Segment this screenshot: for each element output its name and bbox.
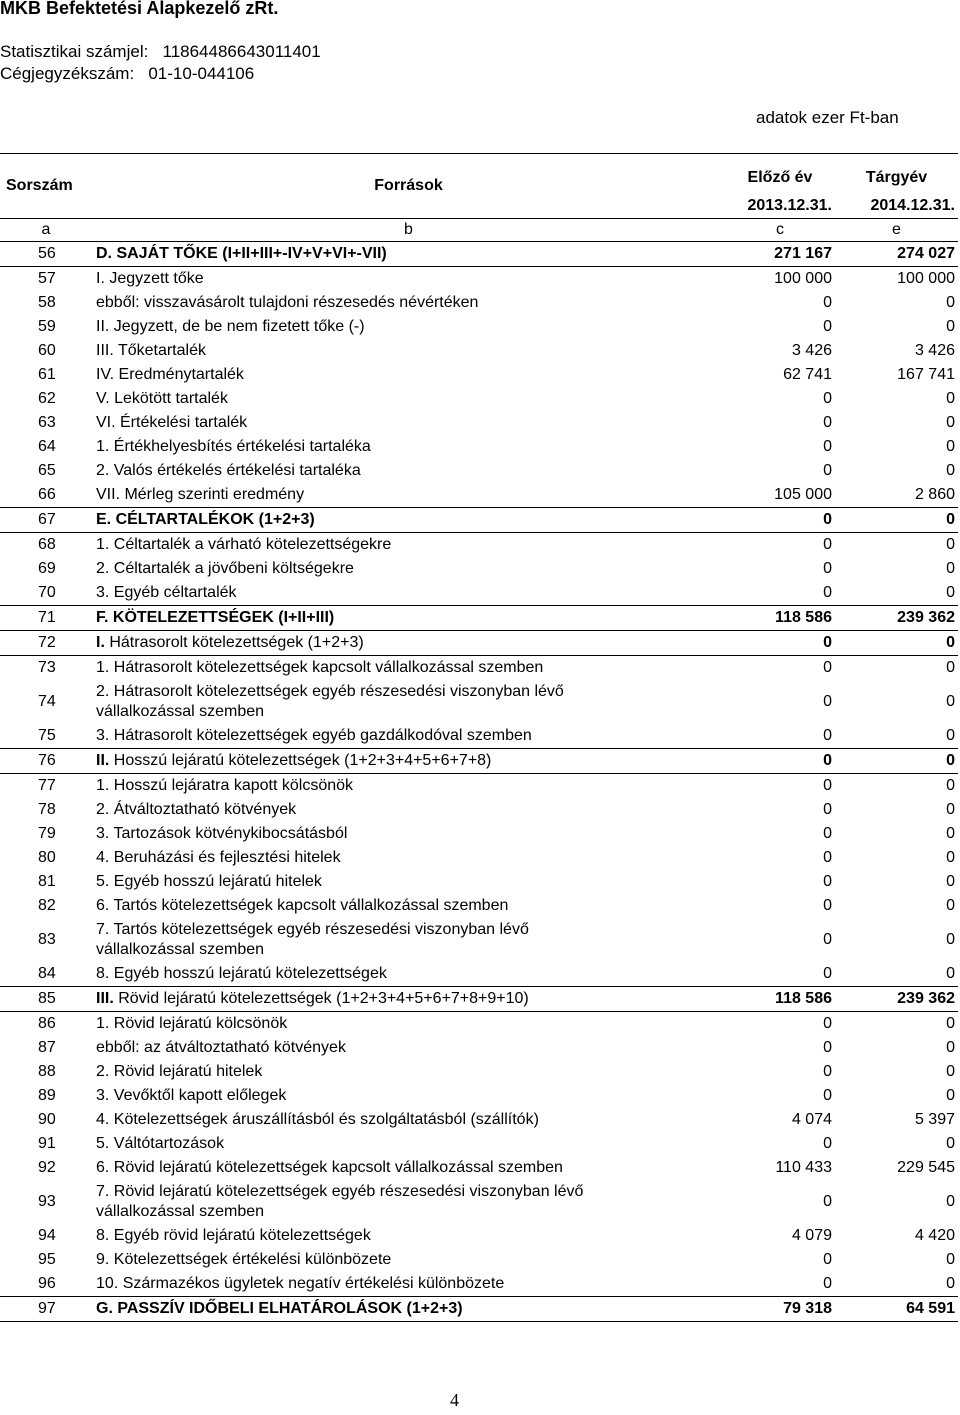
row-label xyxy=(92,1108,725,1132)
row-number: 61 xyxy=(38,366,56,383)
table-row xyxy=(0,822,958,846)
row-number: 77 xyxy=(0,774,92,799)
value-previous-year: 0 xyxy=(823,1087,832,1104)
row-number: 89 xyxy=(38,1087,56,1104)
table-row xyxy=(0,483,958,508)
row-label xyxy=(92,1297,725,1322)
table-row xyxy=(0,1132,958,1156)
stat-number-line xyxy=(0,42,321,62)
row-number: 87 xyxy=(38,1039,56,1056)
table-row xyxy=(0,870,958,894)
row-number: 79 xyxy=(38,825,56,842)
row-label xyxy=(92,1084,725,1108)
row-label xyxy=(92,1036,725,1060)
value-previous-year: 271 167 xyxy=(725,242,835,267)
row-label-text-line2: vállalkozással szemben xyxy=(96,941,265,958)
row-number: 76 xyxy=(0,749,92,774)
row-number: 78 xyxy=(38,801,56,818)
table-row xyxy=(0,798,958,822)
value-previous-year: 0 xyxy=(823,294,832,311)
row-label-text: 1. Hátrasorolt kötelezettségek kapcsolt vállalkozással szemben xyxy=(96,659,544,676)
value-current-year: 0 xyxy=(946,462,955,479)
value-previous-year: 0 xyxy=(823,727,832,744)
row-label xyxy=(92,508,725,533)
row-label-text: 1. Rövid lejáratú kölcsönök xyxy=(96,1015,288,1032)
row-label-text: I. Jegyzett tőke xyxy=(96,270,204,287)
row-label xyxy=(92,533,725,558)
table-row xyxy=(0,242,958,267)
value-current-year: 100 000 xyxy=(835,267,958,292)
table-row xyxy=(0,1084,958,1108)
row-number: 60 xyxy=(38,342,56,359)
row-label-text: ebből: az átváltoztatható kötvények xyxy=(96,1039,346,1056)
value-current-year: 0 xyxy=(946,849,955,866)
letter-a: a xyxy=(0,219,92,242)
row-label xyxy=(92,631,725,656)
row-label xyxy=(92,435,725,459)
value-current-year: 0 xyxy=(835,774,958,799)
row-label xyxy=(92,749,725,774)
value-current-year: 0 xyxy=(835,631,958,656)
value-previous-year: 0 xyxy=(823,1251,832,1268)
row-label-text: F. KÖTELEZETTSÉGEK (I+II+III) xyxy=(96,609,335,626)
row-label xyxy=(92,680,725,724)
row-label-text: ebből: visszavásárolt tulajdoni részesedés névértéken xyxy=(96,294,479,311)
value-previous-year: 110 433 xyxy=(775,1159,832,1176)
row-label-text: 2. Rövid lejáratú hitelek xyxy=(96,1063,263,1080)
row-label-text: VII. Mérleg szerinti eredmény xyxy=(96,486,305,503)
value-previous-year: 0 xyxy=(823,825,832,842)
row-label-text: 3. Egyéb céltartalék xyxy=(96,584,237,601)
table-row xyxy=(0,435,958,459)
table-row xyxy=(0,557,958,581)
row-number: 82 xyxy=(38,897,56,914)
registry-label: Cégjegyzékszám: xyxy=(0,64,135,83)
value-current-year: 0 xyxy=(946,1135,955,1152)
row-label xyxy=(92,846,725,870)
value-current-year: 0 xyxy=(946,931,955,948)
row-label xyxy=(92,1132,725,1156)
row-label-text: 4. Beruházási és fejlesztési hitelek xyxy=(96,849,341,866)
value-current-year: 0 xyxy=(835,508,958,533)
row-label xyxy=(92,267,725,292)
value-current-year: 0 xyxy=(946,727,955,744)
registry-value: 01-10-044106 xyxy=(148,64,255,83)
registry-number-line xyxy=(0,64,254,84)
row-label-text: 3. Tartozások kötvénykibocsátásból xyxy=(96,825,348,842)
row-number: 68 xyxy=(0,533,92,558)
col-header-elozo: Előző év xyxy=(725,154,835,191)
value-previous-year: 4 079 xyxy=(791,1227,832,1244)
row-label-text: 3. Vevőktől kapott előlegek xyxy=(96,1087,287,1104)
table-row xyxy=(0,387,958,411)
table-row xyxy=(0,749,958,774)
value-current-year: 0 xyxy=(946,294,955,311)
table-row xyxy=(0,533,958,558)
value-previous-year: 0 xyxy=(823,931,832,948)
value-previous-year: 3 426 xyxy=(791,342,832,359)
value-previous-year: 0 xyxy=(823,897,832,914)
value-previous-year: 0 xyxy=(725,631,835,656)
value-previous-year: 0 xyxy=(823,1039,832,1056)
row-label xyxy=(92,459,725,483)
value-current-year: 167 741 xyxy=(897,366,955,383)
row-label xyxy=(92,724,725,749)
letter-row xyxy=(0,219,958,242)
row-label-text: 10. Származékos ügyletek negatív értékelési különbözete xyxy=(96,1275,505,1292)
row-number: 63 xyxy=(38,414,56,431)
row-label xyxy=(92,387,725,411)
col-date-elozo: 2013.12.31. xyxy=(747,197,832,214)
value-previous-year: 0 xyxy=(823,414,832,431)
value-current-year: 0 xyxy=(946,560,955,577)
row-label xyxy=(92,1156,725,1180)
row-label-text: 7. Tartós kötelezettségek egyéb részesedési viszonyban lévő xyxy=(96,921,529,938)
value-previous-year: 0 xyxy=(823,965,832,982)
row-label-text: V. Lekötött tartalék xyxy=(96,390,228,407)
row-label-text: VI. Értékelési tartalék xyxy=(96,414,248,431)
row-label-text: 9. Kötelezettségek értékelési különbözete xyxy=(96,1251,392,1268)
value-previous-year: 0 xyxy=(823,1275,832,1292)
value-current-year: 5 397 xyxy=(914,1111,955,1128)
header-row xyxy=(0,154,958,191)
row-label xyxy=(92,483,725,508)
row-label-text: 7. Rövid lejáratú kötelezettségek egyéb részesedési viszonyban lévő xyxy=(96,1183,584,1200)
value-previous-year: 105 000 xyxy=(774,486,832,503)
row-number: 56 xyxy=(0,242,92,267)
value-previous-year: 79 318 xyxy=(725,1297,835,1322)
table-row xyxy=(0,846,958,870)
stat-value: 11864486643011401 xyxy=(162,42,321,61)
row-label-text: 5. Egyéb hosszú lejáratú hitelek xyxy=(96,873,322,890)
table-row xyxy=(0,987,958,1012)
row-label xyxy=(92,894,725,918)
value-current-year: 4 420 xyxy=(914,1227,955,1244)
value-current-year: 64 591 xyxy=(835,1297,958,1322)
value-current-year: 0 xyxy=(946,414,955,431)
row-number: 83 xyxy=(38,931,56,948)
row-label-text: 6. Rövid lejáratú kötelezettségek kapcsolt vállalkozással szemben xyxy=(96,1159,563,1176)
value-current-year: 0 xyxy=(946,438,955,455)
stat-label: Statisztikai számjel: xyxy=(0,42,149,61)
row-number: 65 xyxy=(38,462,56,479)
row-number: 85 xyxy=(0,987,92,1012)
row-label xyxy=(92,315,725,339)
value-previous-year: 0 xyxy=(823,584,832,601)
row-number: 74 xyxy=(38,693,56,710)
table-row xyxy=(0,1272,958,1297)
letter-b: b xyxy=(92,219,725,242)
row-label xyxy=(92,411,725,435)
row-label-text: D. SAJÁT TŐKE (I+II+III+-IV+V+VI+-VII) xyxy=(96,245,387,262)
value-current-year: 0 xyxy=(946,1193,955,1210)
row-label xyxy=(92,242,725,267)
value-current-year: 0 xyxy=(946,1063,955,1080)
value-current-year: 0 xyxy=(835,656,958,681)
row-number: 73 xyxy=(0,656,92,681)
row-number: 84 xyxy=(38,965,56,982)
row-label xyxy=(92,1248,725,1272)
value-previous-year: 0 xyxy=(823,318,832,335)
value-previous-year: 100 000 xyxy=(725,267,835,292)
row-label-text: 2. Hátrasorolt kötelezettségek egyéb részesedési viszonyban lévő xyxy=(96,683,564,700)
value-current-year: 0 xyxy=(946,965,955,982)
row-label xyxy=(92,918,725,962)
col-header-sorszam: Sorszám xyxy=(0,154,92,219)
row-label xyxy=(92,1180,725,1224)
value-previous-year: 0 xyxy=(823,1193,832,1210)
row-label xyxy=(92,822,725,846)
table-row xyxy=(0,339,958,363)
row-label xyxy=(92,987,725,1012)
value-current-year: 274 027 xyxy=(835,242,958,267)
col-date-targy: 2014.12.31. xyxy=(870,197,955,214)
table-body xyxy=(0,242,958,1322)
row-number: 58 xyxy=(38,294,56,311)
table-row xyxy=(0,724,958,749)
row-label xyxy=(92,870,725,894)
row-number: 95 xyxy=(38,1251,56,1268)
row-label xyxy=(92,798,725,822)
row-label xyxy=(92,339,725,363)
row-label-prefix: II. xyxy=(96,752,110,769)
row-label xyxy=(92,1012,725,1037)
row-number: 86 xyxy=(0,1012,92,1037)
row-label-text-line2: vállalkozással szemben xyxy=(96,703,265,720)
value-current-year: 0 xyxy=(946,693,955,710)
row-label-text: 8. Egyéb hosszú lejáratú kötelezettségek xyxy=(96,965,387,982)
table-row xyxy=(0,1248,958,1272)
value-previous-year: 0 xyxy=(725,656,835,681)
row-label-text: 5. Váltótartozások xyxy=(96,1135,225,1152)
row-label-prefix: I. xyxy=(96,634,105,651)
row-number: 66 xyxy=(38,486,56,503)
row-label-text: 3. Hátrasorolt kötelezettségek egyéb gazdálkodóval szemben xyxy=(96,727,532,744)
row-number: 67 xyxy=(0,508,92,533)
row-number: 75 xyxy=(38,727,56,744)
value-current-year: 0 xyxy=(946,318,955,335)
row-label xyxy=(92,581,725,606)
row-label-prefix: III. xyxy=(96,990,114,1007)
letter-e: e xyxy=(835,219,958,242)
table-row xyxy=(0,631,958,656)
table-row xyxy=(0,606,958,631)
value-previous-year: 0 xyxy=(823,462,832,479)
row-number: 62 xyxy=(38,390,56,407)
value-previous-year: 0 xyxy=(725,749,835,774)
row-label xyxy=(92,557,725,581)
row-number: 93 xyxy=(38,1193,56,1210)
row-label xyxy=(92,962,725,987)
row-label-text: Hosszú lejáratú kötelezettségek (1+2+3+4+5+6+7+8) xyxy=(109,752,492,769)
table-row xyxy=(0,918,958,962)
value-current-year: 2 860 xyxy=(914,486,955,503)
table-row xyxy=(0,1036,958,1060)
value-previous-year: 0 xyxy=(823,438,832,455)
value-current-year: 0 xyxy=(946,825,955,842)
table-row xyxy=(0,894,958,918)
row-label-text: 1. Értékhelyesbítés értékelési tartaléka xyxy=(96,438,371,455)
row-label-text: 2. Átváltoztatható kötvények xyxy=(96,801,297,818)
row-label-text: G. PASSZÍV IDŐBELI ELHATÁROLÁSOK (1+2+3) xyxy=(96,1300,463,1317)
row-number: 71 xyxy=(0,606,92,631)
value-previous-year: 118 586 xyxy=(725,606,835,631)
row-label-text: Hátrasorolt kötelezettségek (1+2+3) xyxy=(104,634,364,651)
value-previous-year: 0 xyxy=(823,693,832,710)
table-row xyxy=(0,315,958,339)
table-row xyxy=(0,363,958,387)
row-label xyxy=(92,656,725,681)
table-row xyxy=(0,267,958,292)
table-row xyxy=(0,411,958,435)
row-number: 70 xyxy=(38,584,56,601)
table-row xyxy=(0,656,958,681)
row-number: 94 xyxy=(38,1227,56,1244)
page-number: 4 xyxy=(450,1390,459,1410)
row-number: 69 xyxy=(38,560,56,577)
row-number: 80 xyxy=(38,849,56,866)
row-number: 64 xyxy=(38,438,56,455)
row-label-text: 2. Céltartalék a jövőbeni költségekre xyxy=(96,560,354,577)
company-name: MKB Befektetési Alapkezelő zRt. xyxy=(0,0,279,18)
unit-note: adatok ezer Ft-ban xyxy=(756,108,899,127)
value-current-year: 0 xyxy=(946,1275,955,1292)
value-current-year: 0 xyxy=(946,1087,955,1104)
value-previous-year: 62 741 xyxy=(783,366,832,383)
row-label-text: III. Tőketartalék xyxy=(96,342,206,359)
table-row xyxy=(0,459,958,483)
value-current-year: 0 xyxy=(946,897,955,914)
value-previous-year: 0 xyxy=(823,1135,832,1152)
table-row xyxy=(0,1156,958,1180)
table-row xyxy=(0,291,958,315)
table-row xyxy=(0,508,958,533)
col-header-forrasok: Források xyxy=(92,154,725,219)
row-number: 72 xyxy=(0,631,92,656)
table-row xyxy=(0,1297,958,1322)
row-label xyxy=(92,1060,725,1084)
value-previous-year: 0 xyxy=(725,533,835,558)
value-previous-year: 0 xyxy=(823,801,832,818)
value-current-year: 0 xyxy=(835,749,958,774)
row-number: 88 xyxy=(38,1063,56,1080)
row-number: 57 xyxy=(0,267,92,292)
value-previous-year: 0 xyxy=(823,873,832,890)
row-number: 92 xyxy=(38,1159,56,1176)
table-row xyxy=(0,1012,958,1037)
value-current-year: 0 xyxy=(946,584,955,601)
value-previous-year: 0 xyxy=(823,560,832,577)
row-number: 91 xyxy=(38,1135,56,1152)
row-number: 97 xyxy=(0,1297,92,1322)
col-header-targy: Tárgyév xyxy=(835,154,958,191)
value-current-year: 239 362 xyxy=(835,606,958,631)
table-row xyxy=(0,1180,958,1224)
value-previous-year: 0 xyxy=(725,508,835,533)
row-number: 59 xyxy=(38,318,56,335)
value-current-year: 0 xyxy=(946,390,955,407)
table-row xyxy=(0,962,958,987)
value-current-year: 0 xyxy=(946,1039,955,1056)
value-previous-year: 0 xyxy=(823,1063,832,1080)
row-label xyxy=(92,774,725,799)
value-previous-year: 0 xyxy=(725,1012,835,1037)
value-current-year: 229 545 xyxy=(897,1159,955,1176)
value-previous-year: 118 586 xyxy=(725,987,835,1012)
row-label-text: 8. Egyéb rövid lejáratú kötelezettségek xyxy=(96,1227,371,1244)
row-label xyxy=(92,1272,725,1297)
value-current-year: 0 xyxy=(835,533,958,558)
table-row xyxy=(0,1108,958,1132)
row-number: 90 xyxy=(38,1111,56,1128)
balance-sheet-table xyxy=(0,153,958,1322)
value-current-year: 0 xyxy=(835,1012,958,1037)
row-label-text-line2: vállalkozással szemben xyxy=(96,1203,265,1220)
value-current-year: 0 xyxy=(946,1251,955,1268)
value-previous-year: 0 xyxy=(823,390,832,407)
value-previous-year: 0 xyxy=(725,774,835,799)
table-row xyxy=(0,1060,958,1084)
row-label xyxy=(92,1224,725,1248)
row-label-text: II. Jegyzett, de be nem fizetett tőke (-) xyxy=(96,318,365,335)
value-current-year: 3 426 xyxy=(914,342,955,359)
row-label xyxy=(92,363,725,387)
row-label xyxy=(92,291,725,315)
table-row xyxy=(0,581,958,606)
row-number: 96 xyxy=(38,1275,56,1292)
table-row xyxy=(0,774,958,799)
row-label xyxy=(92,606,725,631)
value-current-year: 239 362 xyxy=(835,987,958,1012)
row-label-text: 1. Hosszú lejáratra kapott kölcsönök xyxy=(96,777,354,794)
row-label-text: 4. Kötelezettségek áruszállításból és szolgáltatásból (szállítók) xyxy=(96,1111,539,1128)
table-row xyxy=(0,1224,958,1248)
value-current-year: 0 xyxy=(946,801,955,818)
row-label-text: 1. Céltartalék a várható kötelezettségekre xyxy=(96,536,392,553)
value-current-year: 0 xyxy=(946,873,955,890)
value-previous-year: 0 xyxy=(823,849,832,866)
row-label-text: E. CÉLTARTALÉKOK (1+2+3) xyxy=(96,511,315,528)
row-label-text: IV. Eredménytartalék xyxy=(96,366,244,383)
row-label-text: Rövid lejáratú kötelezettségek (1+2+3+4+5+6+7+8+9+10) xyxy=(113,990,529,1007)
row-label-text: 6. Tartós kötelezettségek kapcsolt vállalkozással szemben xyxy=(96,897,509,914)
value-previous-year: 4 074 xyxy=(791,1111,832,1128)
letter-c: c xyxy=(725,219,835,242)
row-number: 81 xyxy=(38,873,56,890)
row-label-text: 2. Valós értékelés értékelési tartaléka xyxy=(96,462,361,479)
table-row xyxy=(0,680,958,724)
